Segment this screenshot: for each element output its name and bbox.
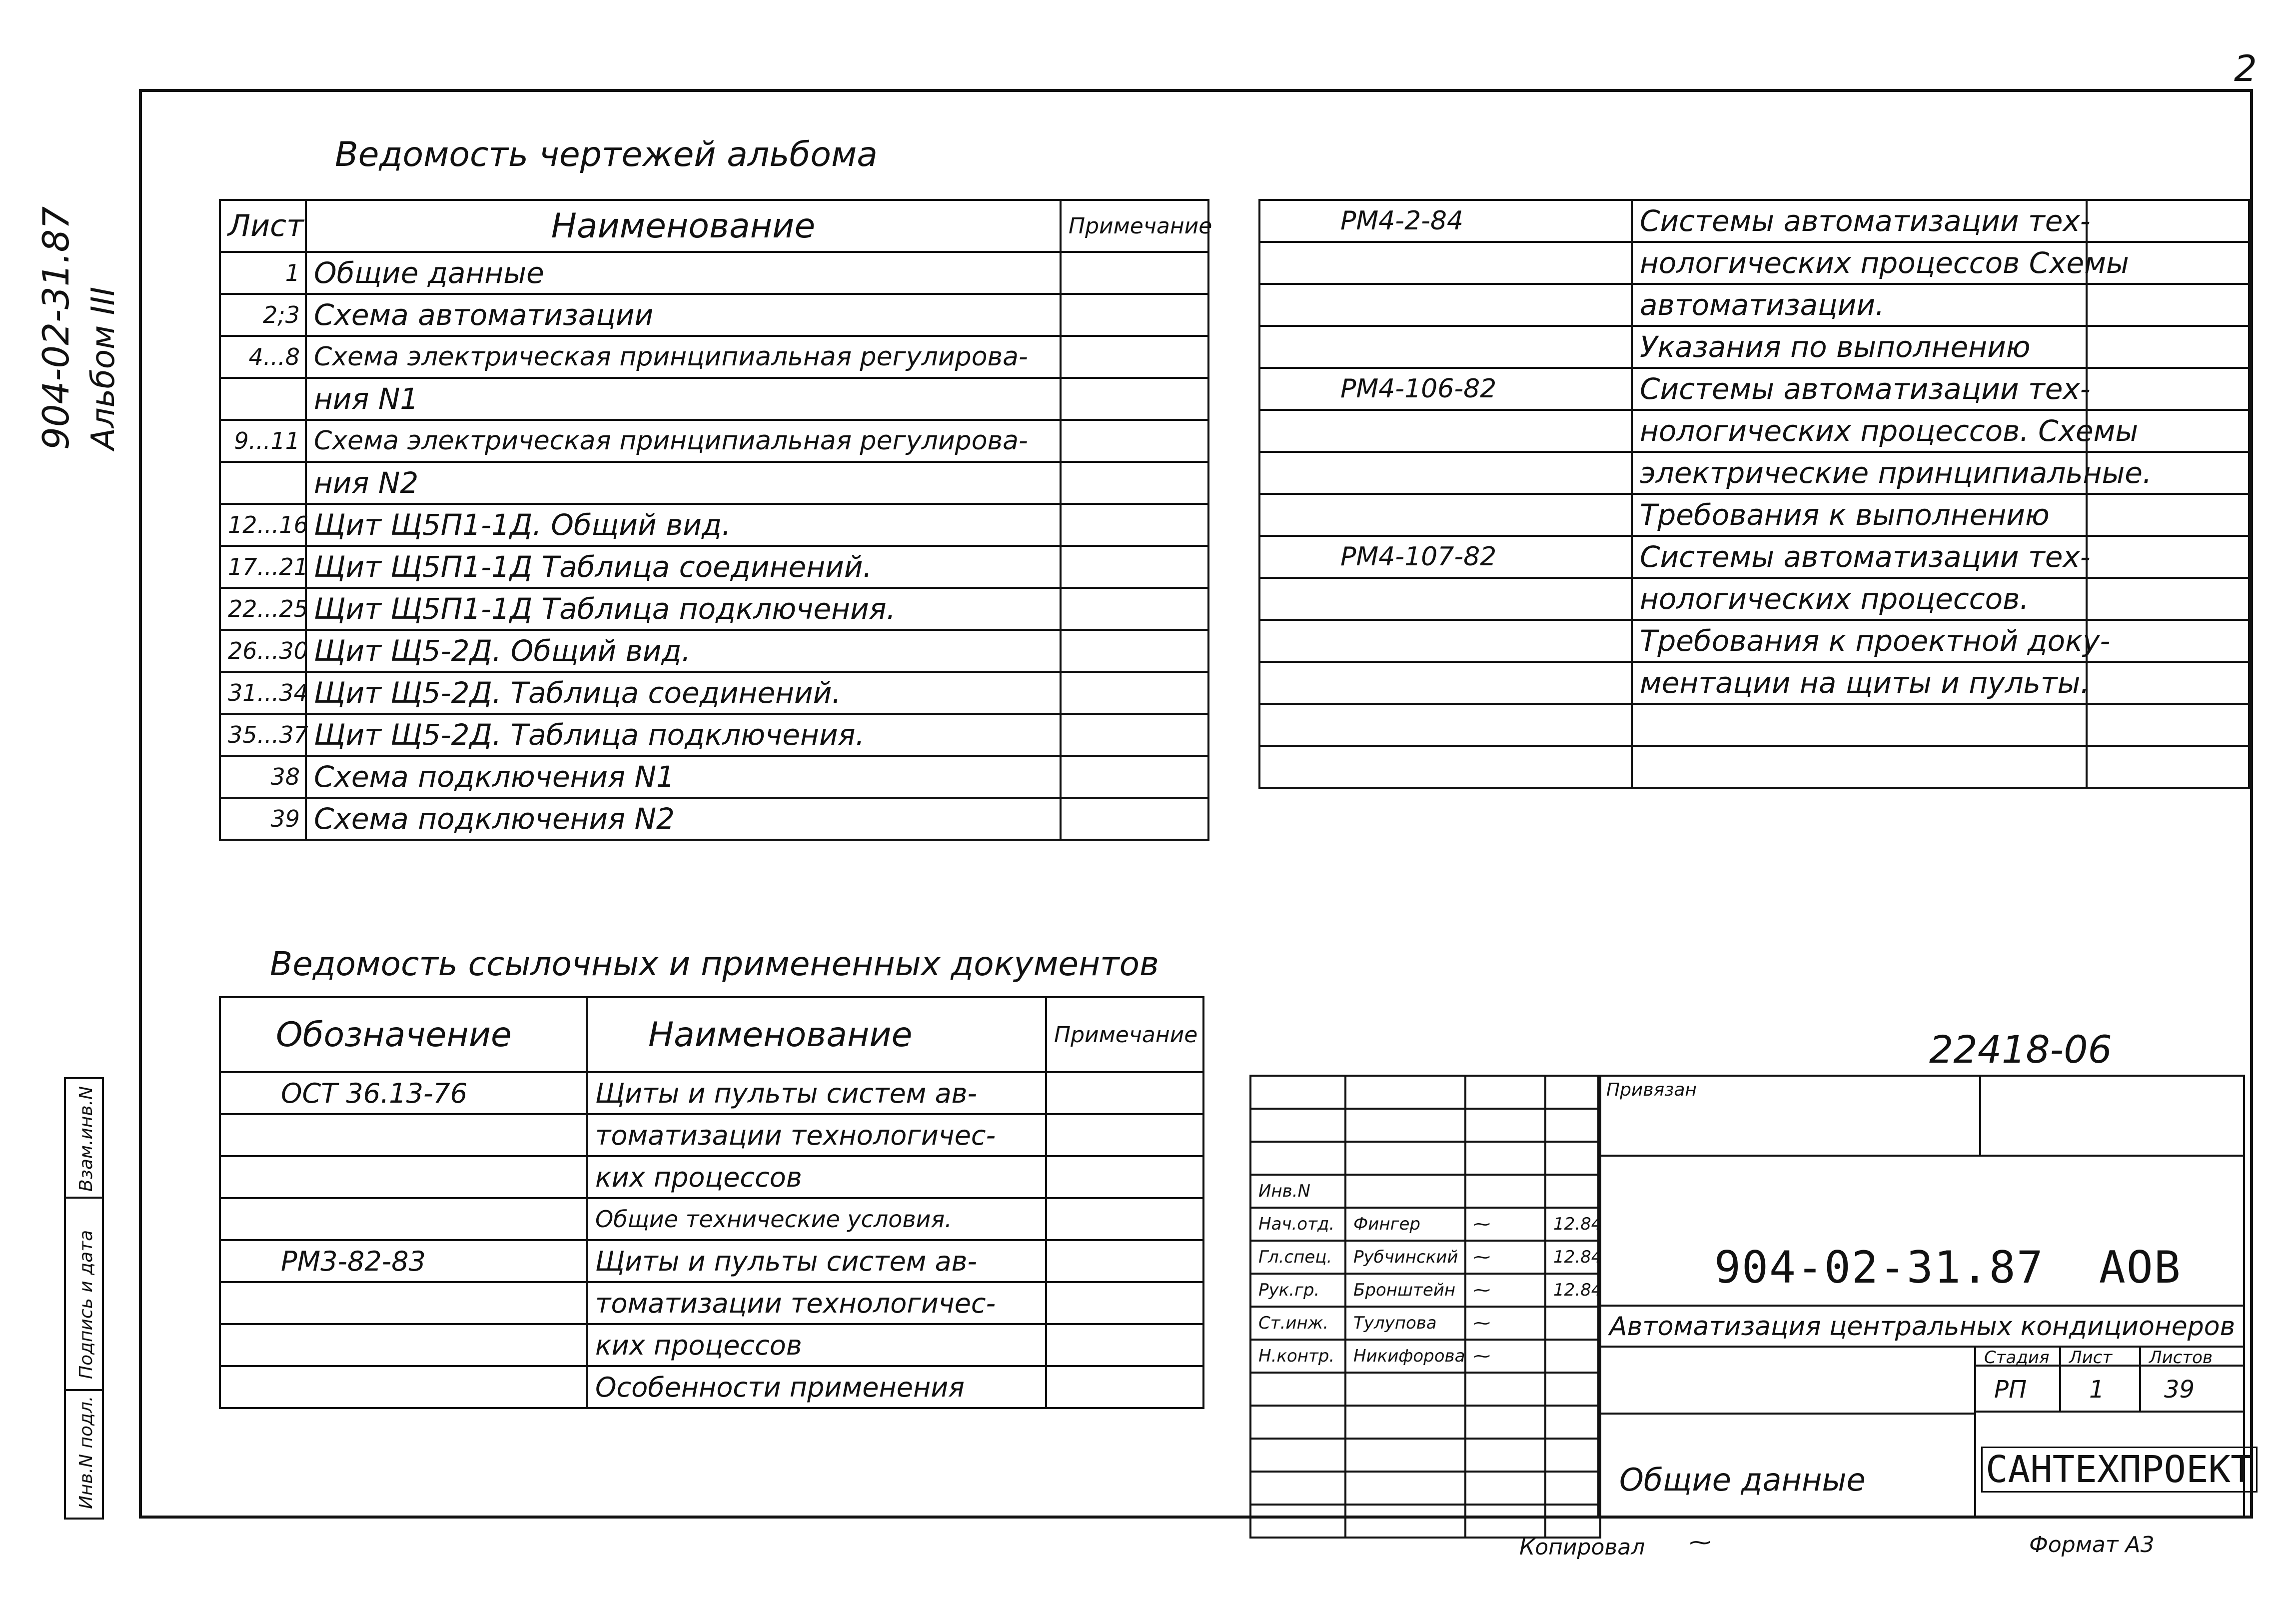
table-row: РМ4-106-82 Системы автоматизации тех- xyxy=(1259,368,2249,410)
stage-label: Стадия xyxy=(1984,1348,2050,1368)
table-row xyxy=(1259,704,2249,746)
table-row: 17...21 Щит Щ5П1-1Д Таблица соединений. xyxy=(220,546,1208,588)
organization: САНТЕХПРОЕКТ xyxy=(1981,1447,2258,1493)
sheets-label: Листов xyxy=(2149,1348,2213,1368)
signature-mark: ⁓ xyxy=(1465,1241,1545,1274)
title-block xyxy=(1597,1075,2253,1519)
side-code: 904-02-31.87 xyxy=(35,206,77,450)
header-note: Примечание xyxy=(1061,200,1208,252)
side-stamp-signature: Подпись и дата xyxy=(76,1230,96,1379)
references-table xyxy=(219,996,1204,1409)
table-row: Требования к выполнению xyxy=(1259,494,2249,536)
sheet-label: Лист xyxy=(2069,1348,2113,1368)
table-row: электрические принципиальные. xyxy=(1259,452,2249,494)
table-row: ОСТ 36.13-76 Щиты и пульты систем ав- xyxy=(220,1072,1203,1114)
table-row: ния N2 xyxy=(220,462,1208,504)
signature-row: Ст.инж. Тулупова ⁓ xyxy=(1250,1307,1600,1340)
table-row: 38 Схема подключения N1 xyxy=(220,756,1208,798)
bound-label: Привязан xyxy=(1606,1080,1697,1100)
signature-mark: ⁓ xyxy=(1465,1340,1545,1373)
table-row: ментации на щиты и пульты. xyxy=(1259,662,2249,704)
table-row: ния N1 xyxy=(220,378,1208,420)
table-row: 1 Общие данные xyxy=(220,252,1208,294)
table-row: Указания по выполнению xyxy=(1259,326,2249,368)
signature-mark: ⁓ xyxy=(1465,1274,1545,1307)
signature-row: Нач.отд. Фингер ⁓ 12.84 xyxy=(1250,1208,1600,1241)
table-row: ких процессов xyxy=(220,1324,1203,1366)
side-album: Альбом III xyxy=(85,286,122,450)
project-name: Автоматизация центральных кондиционеров xyxy=(1609,1312,2236,1342)
table-row: 9...11 Схема электрическая принципиальная регулирова- xyxy=(220,420,1208,462)
signature-mark: ⁓ xyxy=(1465,1307,1545,1340)
table-row: 31...34 Щит Щ5-2Д. Таблица соединений. xyxy=(220,672,1208,714)
table-row: 22...25 Щит Щ5П1-1Д Таблица подключения. xyxy=(220,588,1208,630)
sheet-title: Общие данные xyxy=(1619,1462,1866,1498)
table-row: Общие технические условия. xyxy=(220,1198,1203,1240)
table-row: 26...30 Щит Щ5-2Д. Общий вид. xyxy=(220,630,1208,672)
table-row: автоматизации. xyxy=(1259,284,2249,326)
header-sheet: Лист xyxy=(220,200,306,252)
copied-label: Копировал xyxy=(1519,1535,1645,1560)
header-code: Обозначение xyxy=(220,997,587,1072)
format-label: Формат А3 xyxy=(2029,1532,2155,1558)
table-row: 35...37 Щит Щ5-2Д. Таблица подключения. xyxy=(220,714,1208,756)
table-row: РМ4-107-82 Системы автоматизации тех- xyxy=(1259,536,2249,578)
signature-mark: ⁓ xyxy=(1465,1208,1545,1241)
continuation-table xyxy=(1258,199,2250,789)
references-title: Ведомость ссылочных и примененных документов xyxy=(270,945,1159,983)
copied-signature: ⁓ xyxy=(1689,1530,1711,1555)
header-name: Наименование xyxy=(306,200,1061,252)
table-row: РМ4-2-84 Системы автоматизации тех- xyxy=(1259,200,2249,242)
side-stamp-original: Инв.N подл. xyxy=(76,1396,96,1509)
signature-row: Гл.спец. Рубчинский ⁓ 12.84 xyxy=(1250,1241,1600,1274)
table-row: 4...8 Схема электрическая принципиальная регулирова- xyxy=(220,336,1208,378)
table-row: 12...16 Щит Щ5П1-1Д. Общий вид. xyxy=(220,504,1208,546)
signature-grid xyxy=(1249,1075,1601,1539)
side-stamp-replace: Взам.инв.N xyxy=(76,1086,96,1192)
table-row: нологических процессов. xyxy=(1259,578,2249,620)
table-row: Особенности применения xyxy=(220,1366,1203,1408)
header-note: Примечание xyxy=(1046,997,1203,1072)
sheets-value: 39 xyxy=(2164,1376,2195,1404)
table-row: 39 Схема подключения N2 xyxy=(220,798,1208,840)
stage-value: РП xyxy=(1994,1376,2027,1404)
table-row: нологических процессов Схемы xyxy=(1259,242,2249,284)
header-name: Наименование xyxy=(587,997,1046,1072)
sheet-value: 1 xyxy=(2089,1376,2105,1404)
page-number: 2 xyxy=(2234,47,2257,89)
drawings-title: Ведомость чертежей альбома xyxy=(335,135,878,174)
side-stamp xyxy=(64,1077,104,1520)
table-row: томатизации технологичес- xyxy=(220,1114,1203,1156)
inventory-number: 22418-06 xyxy=(1929,1027,2112,1072)
table-row: ких процессов xyxy=(220,1156,1203,1198)
signature-row: Рук.гр. Бронштейн ⁓ 12.84 xyxy=(1250,1274,1600,1307)
document-code: 904-02-31.87 АОВ xyxy=(1714,1242,2182,1293)
inv-label: Инв.N xyxy=(1250,1175,1345,1208)
table-row: Требования к проектной доку- xyxy=(1259,620,2249,662)
drawings-table xyxy=(219,199,1212,841)
signature-row: Н.контр. Никифорова ⁓ xyxy=(1250,1340,1600,1373)
table-row: РМ3-82-83 Щиты и пульты систем ав- xyxy=(220,1240,1203,1282)
table-row: томатизации технологичес- xyxy=(220,1282,1203,1324)
table-row: 2;3 Схема автоматизации xyxy=(220,294,1208,336)
table-row: нологических процессов. Схемы xyxy=(1259,410,2249,452)
table-row xyxy=(1259,746,2249,788)
